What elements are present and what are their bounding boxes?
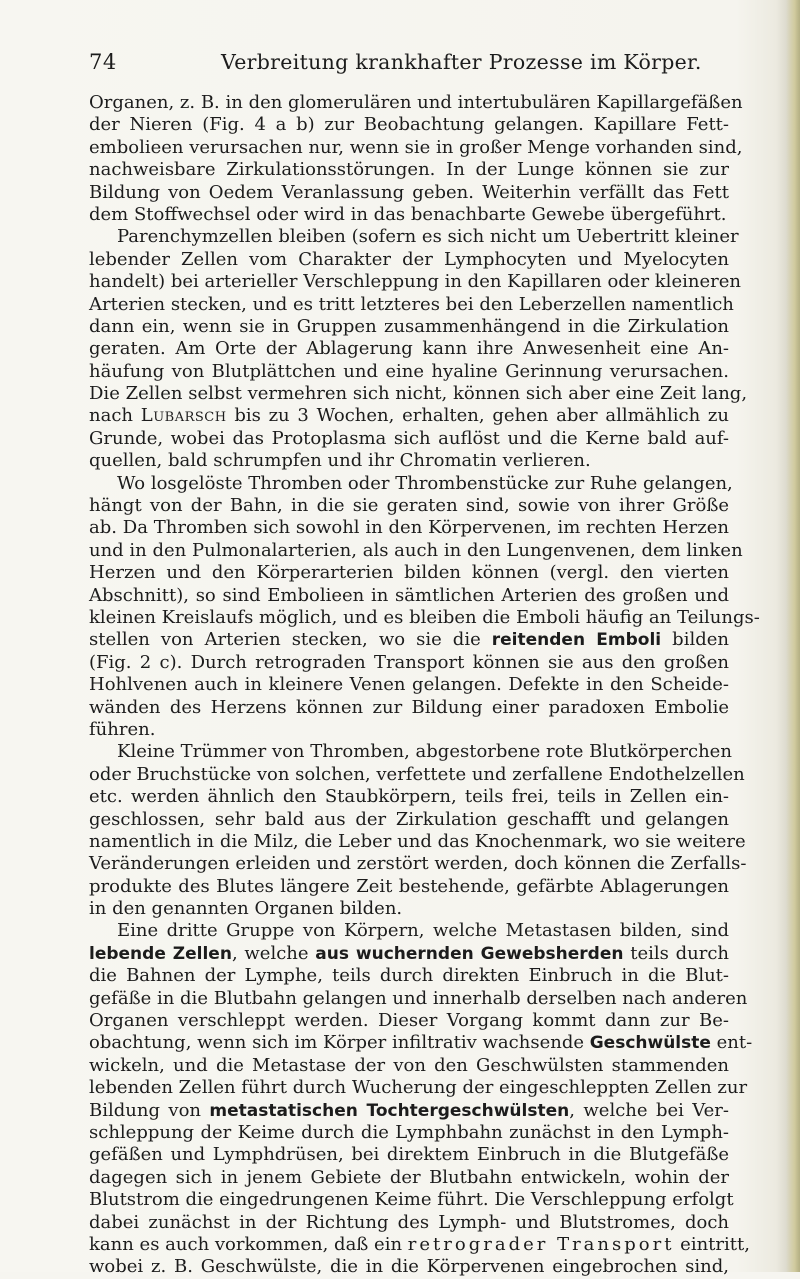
text-line: Eine dritte Gruppe von Körpern, welche Metastasen bilden, sind — [117, 920, 729, 942]
text-line: kleinen Kreislaufs möglich, und es bleiben die Emboli häufig an Teilungs- — [89, 606, 760, 628]
text-line: Veränderungen erleiden und zerstört werden, doch können die Zerfalls- — [89, 853, 747, 875]
text-line: Parenchymzellen bleiben (sofern es sich nicht um Uebertritt kleiner — [117, 226, 739, 248]
text-line: stellen von Arterien stecken, wo sie die reitenden Emboli bilden — [89, 629, 729, 651]
text-line: nach Lubarsch bis zu 3 Wochen, erhalten, gehen aber allmählich zu — [89, 405, 729, 427]
text-line: Bildung von Oedem Veranlassung geben. Weiterhin verfällt das Fett — [89, 181, 729, 203]
text-line: Herzen und den Körperarterien bilden können (vergl. den vierten — [89, 562, 729, 584]
emphasis: retrograder Transport — [407, 1233, 675, 1255]
text-line: der Nieren (Fig. 4 a b) zur Beobachtung gelangen. Kapillare Fett- — [89, 114, 729, 136]
page-edge-shadow — [786, 0, 800, 1272]
emphasis: aus wuchernden Gewebsherden — [315, 943, 624, 964]
text-line: wickeln, und die Metastase der von den Geschwülsten stammenden — [89, 1054, 729, 1076]
emphasis: Geschwülste — [589, 1033, 711, 1054]
text-line: gefäßen und Lymphdrüsen, bei direktem Einbruch in die Blutgefäße — [89, 1144, 729, 1166]
body-text — [89, 92, 760, 1279]
emphasis: Lubarsch — [140, 405, 227, 427]
text-line: (Fig. 2 c). Durch retrograden Transport können sie aus den großen — [89, 651, 729, 673]
text-line: embolieen verursachen nur, wenn sie in großer Menge vorhanden sind, — [89, 136, 743, 158]
text-line: gefäße in die Blutbahn gelangen und innerhalb derselben nach anderen — [89, 987, 748, 1009]
text-line: ab. Da Thromben sich sowohl in den Körpervenen, im rechten Herzen — [89, 517, 729, 539]
text-line: und in den Pulmonalarterien, als auch in den Lungenvenen, dem linken — [89, 539, 743, 561]
text-line: dagegen sich in jenem Gebiete der Blutbahn entwickeln, wohin der — [89, 1166, 729, 1188]
text-line: obachtung, wenn sich im Körper infiltrativ wachsende Geschwülste ent- — [89, 1032, 753, 1054]
text-line: Blutstrom die eingedrungenen Keime führt. Die Verschleppung erfolgt — [89, 1189, 734, 1211]
text-line: nachweisbare Zirkulationsstörungen. In der Lunge können sie zur — [89, 159, 729, 181]
emphasis: lebende Zellen — [89, 943, 232, 964]
text-line: Arterien stecken, und es tritt letzteres bei den Leberzellen namentlich — [89, 293, 734, 315]
emphasis: reitenden Emboli — [491, 630, 662, 651]
text-line: Bildung von metastatischen Tochtergeschwülsten, welche bei Ver- — [89, 1099, 729, 1121]
text-line: lebender Zellen vom Charakter der Lymphocyten und Myelocyten — [89, 248, 729, 270]
text-line: dem Stoffwechsel oder wird in das benachbarte Gewebe übergeführt. — [89, 203, 727, 225]
text-line: dann ein, wenn sie in Gruppen zusammenhängend in die Zirkulation — [89, 315, 729, 337]
text-line: dabei zunächst in der Richtung des Lymph- und Blutstromes, doch — [89, 1211, 729, 1233]
text-line: quellen, bald schrumpfen und ihr Chromatin verlieren. — [89, 450, 591, 472]
text-line: Grunde, wobei das Protoplasma sich auflöst und die Kerne bald auf- — [89, 427, 729, 449]
text-line: kann es auch vorkommen, daß ein retrograder Transport eintritt, — [89, 1233, 750, 1255]
text-line: hängt von der Bahn, in die sie geraten sind, sowie von ihrer Größe — [89, 495, 729, 517]
text-line: etc. werden ähnlich den Staubkörpern, teils frei, teils in Zellen ein- — [89, 786, 729, 808]
text-line: produkte des Blutes längere Zeit bestehende, gefärbte Ablagerungen — [89, 875, 729, 897]
text-line: häufung von Blutplättchen und eine hyaline Gerinnung verursachen. — [89, 360, 729, 382]
text-line: lebenden Zellen führt durch Wucherung der eingeschleppten Zellen zur — [89, 1077, 748, 1099]
text-line: wobei z. B. Geschwülste, die in die Körpervenen eingebrochen sind, — [89, 1256, 729, 1278]
text-line: geschlossen, sehr bald aus der Zirkulation geschafft und gelangen — [89, 808, 729, 830]
running-head: Verbreitung krankhafter Prozesse im Körper. — [221, 50, 702, 74]
emphasis: metastatischen Tochtergeschwülsten — [209, 1100, 570, 1121]
page-number: 74 — [89, 50, 117, 74]
text-line: in den genannten Organen bilden. — [89, 898, 403, 920]
text-line: Organen, z. B. in den glomerulären und intertubulären Kapillargefäßen — [89, 92, 743, 113]
text-line: führen. — [89, 718, 156, 740]
text-line: Hohlvenen auch in kleinere Venen gelangen. Defekte in den Scheide- — [89, 674, 729, 696]
text-line: lebende Zellen, welche aus wuchernden Gewebsherden teils durch — [89, 942, 729, 964]
text-line: die Bahnen der Lymphe, teils durch direkten Einbruch in die Blut- — [89, 965, 729, 987]
text-line: namentlich in die Milz, die Leber und das Knochenmark, wo sie weitere — [89, 830, 746, 852]
text-line: Organen verschleppt werden. Dieser Vorgang kommt dann zur Be- — [89, 1010, 729, 1032]
text-line: Kleine Trümmer von Thromben, abgestorbene rote Blutkörperchen — [117, 741, 732, 763]
text-line: Wo losgelöste Thromben oder Thrombenstücke zur Ruhe gelangen, — [117, 472, 733, 494]
text-line: Die Zellen selbst vermehren sich nicht, können sich aber eine Zeit lang, — [89, 383, 748, 405]
text-line: wänden des Herzens können zur Bildung einer paradoxen Embolie — [89, 696, 729, 718]
text-line: schleppung der Keime durch die Lymphbahn zunächst in den Lymph- — [89, 1121, 729, 1143]
text-line: geraten. Am Orte der Ablagerung kann ihre Anwesenheit eine An- — [89, 338, 729, 360]
page-header — [89, 50, 729, 80]
text-line: handelt) bei arterieller Verschleppung in den Kapillaren oder kleineren — [89, 271, 741, 293]
text-line: Abschnitt), so sind Embolieen in sämtlichen Arterien des großen und — [89, 584, 729, 606]
text-line: oder Bruchstücke von solchen, verfettete und zerfallene Endothelzellen — [89, 763, 745, 785]
